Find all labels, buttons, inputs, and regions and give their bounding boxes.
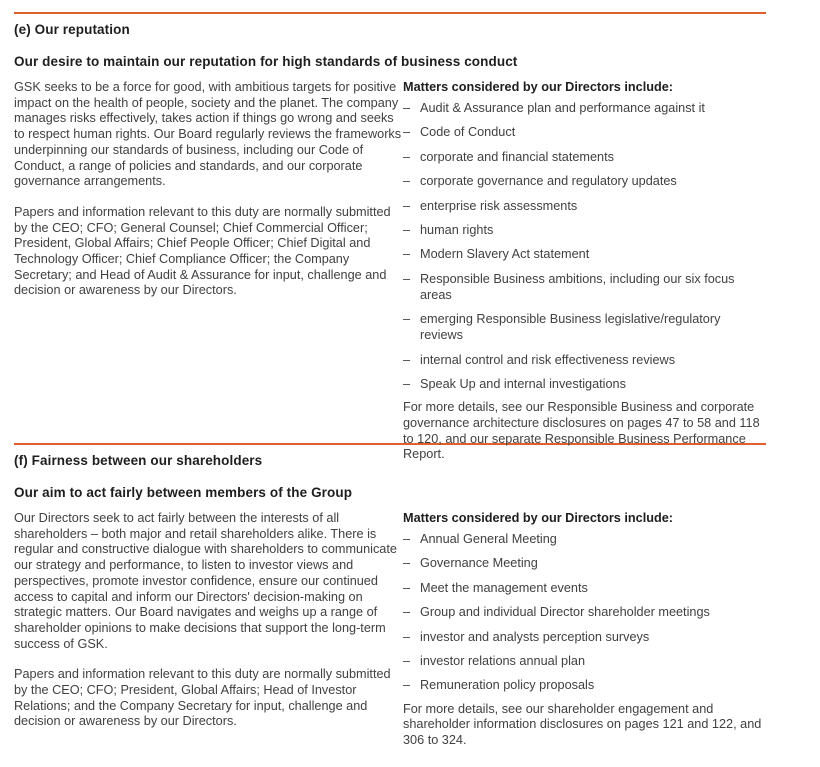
matter-text: Code of Conduct	[420, 125, 516, 140]
matter-item	[403, 311, 766, 343]
dash-bullet: –	[403, 376, 411, 391]
body-paragraph: GSK seeks to be a force for good, with ambitious targets for positive impact on the health of people, society and the planet. The company manages risks effectively, takes action if things go wrong and seeks to respect human rights. Our Board regularly reviews the frameworks underpinning our standards of business, including our Code of Conduct, a range of policies and standards, and our corporate governance arrangements.	[14, 80, 402, 189]
matter-text: enterprise risk assessments	[420, 198, 578, 213]
matter-item	[403, 376, 766, 392]
dash-bullet: –	[403, 222, 411, 237]
body-paragraph: Papers and information relevant to this duty are normally submitted by the CEO; CFO; General Counsel; Chief Commercial Officer; President, Global Affairs; Chief People Officer; Chief Digital and Technology Officer; Chief Compliance Officer; the Company Secretary; and Head of Audit & Assurance for input, challenge and decision or awareness by our Directors.	[14, 204, 391, 298]
dash-bullet: –	[403, 629, 411, 644]
matters-list	[403, 531, 766, 693]
left-column	[14, 511, 403, 745]
matter-text: Remuneration policy proposals	[420, 678, 595, 693]
matter-item	[403, 100, 766, 116]
matter-item	[403, 198, 766, 214]
more-details-note: For more details, see our shareholder engagement and shareholder information disclosures on pages 121 and 122, and 306 to 324.	[403, 701, 762, 748]
matter-item	[403, 653, 766, 669]
matter-item	[403, 677, 766, 693]
dash-bullet: –	[403, 198, 411, 213]
matter-text: internal control and risk effectiveness reviews	[420, 352, 676, 367]
dash-bullet: –	[403, 678, 411, 693]
matter-item	[403, 352, 766, 368]
matter-text: Annual General Meeting	[420, 532, 557, 546]
left-column	[14, 80, 403, 314]
matter-text: Governance Meeting	[420, 556, 538, 571]
matter-text: corporate governance and regulatory updates	[420, 174, 677, 189]
two-column-layout	[14, 511, 766, 749]
matter-item	[403, 149, 766, 165]
dash-bullet: –	[403, 312, 411, 327]
dash-bullet: –	[403, 580, 411, 595]
dash-bullet: –	[403, 532, 411, 546]
matter-text: Responsible Business ambitions, including our six focus areas	[420, 271, 735, 302]
matter-item	[403, 555, 766, 571]
more-details-note: For more details, see our Responsible Business and corporate governance architecture disclosures on pages 47 to 58 and 118 to 120, and our separate Responsible Business Performance Report.	[403, 400, 760, 462]
dash-bullet: –	[403, 125, 411, 140]
section-heading: (e) Our reputation	[14, 22, 130, 37]
section-subheading: Our desire to maintain our reputation for high standards of business conduct	[14, 54, 518, 69]
matter-text: investor relations annual plan	[420, 653, 586, 668]
section-fairness-shareholders	[14, 443, 766, 759]
matters-heading: Matters considered by our Directors include:	[403, 511, 674, 525]
matter-text: Group and individual Director shareholder meetings	[420, 605, 710, 620]
matter-text: Meet the management events	[420, 580, 588, 595]
dash-bullet: –	[403, 352, 411, 367]
matter-item	[403, 222, 766, 238]
dash-bullet: –	[403, 653, 411, 668]
dash-bullet: –	[403, 556, 411, 571]
dash-bullet: –	[403, 247, 411, 262]
dash-bullet: –	[403, 271, 411, 286]
dash-bullet: –	[403, 174, 411, 189]
matter-text: Modern Slavery Act statement	[420, 247, 590, 262]
matters-heading: Matters considered by our Directors include:	[403, 80, 674, 94]
dash-bullet: –	[403, 149, 411, 164]
matter-text: corporate and financial statements	[420, 149, 614, 164]
matter-item	[403, 246, 766, 262]
matter-item	[403, 629, 766, 645]
right-column	[403, 511, 766, 749]
dash-bullet: –	[403, 101, 411, 115]
matter-text: investor and analysts perception surveys	[420, 629, 650, 644]
section-heading: (f) Fairness between our shareholders	[14, 453, 263, 468]
matter-text: Speak Up and internal investigations	[420, 376, 626, 391]
body-paragraph: Our Directors seek to act fairly between the interests of all shareholders – both major and retail shareholders alike. There is regular and constructive dialogue with shareholders to communicate our strategy and performance, to listen to investor views and perspectives, promote investor confidence, ensure our continued access to capital and inform our Directors' decision-making on strategic matters. Our Board navigates and weighs up a range of shareholder opinions to make decisions that support the long-term success of GSK.	[14, 511, 397, 651]
matters-list	[403, 100, 766, 392]
matter-text: emerging Responsible Business legislative/regulatory reviews	[420, 312, 721, 343]
body-paragraph: Papers and information relevant to this duty are normally submitted by the CEO; CFO; President, Global Affairs; Head of Investor Relations; and the Company Secretary for input, challenge and decision or awareness by our Directors.	[14, 667, 391, 729]
matter-item	[403, 531, 766, 547]
matter-item	[403, 271, 766, 303]
matter-item	[403, 580, 766, 596]
right-column	[403, 80, 766, 463]
matter-text: human rights	[420, 222, 494, 237]
matter-text: Audit & Assurance plan and performance against it	[420, 101, 705, 115]
section-subheading: Our aim to act fairly between members of the Group	[14, 485, 353, 500]
matter-item	[403, 173, 766, 189]
matter-item	[403, 124, 766, 140]
dash-bullet: –	[403, 605, 411, 620]
matter-item	[403, 604, 766, 620]
two-column-layout	[14, 80, 766, 463]
